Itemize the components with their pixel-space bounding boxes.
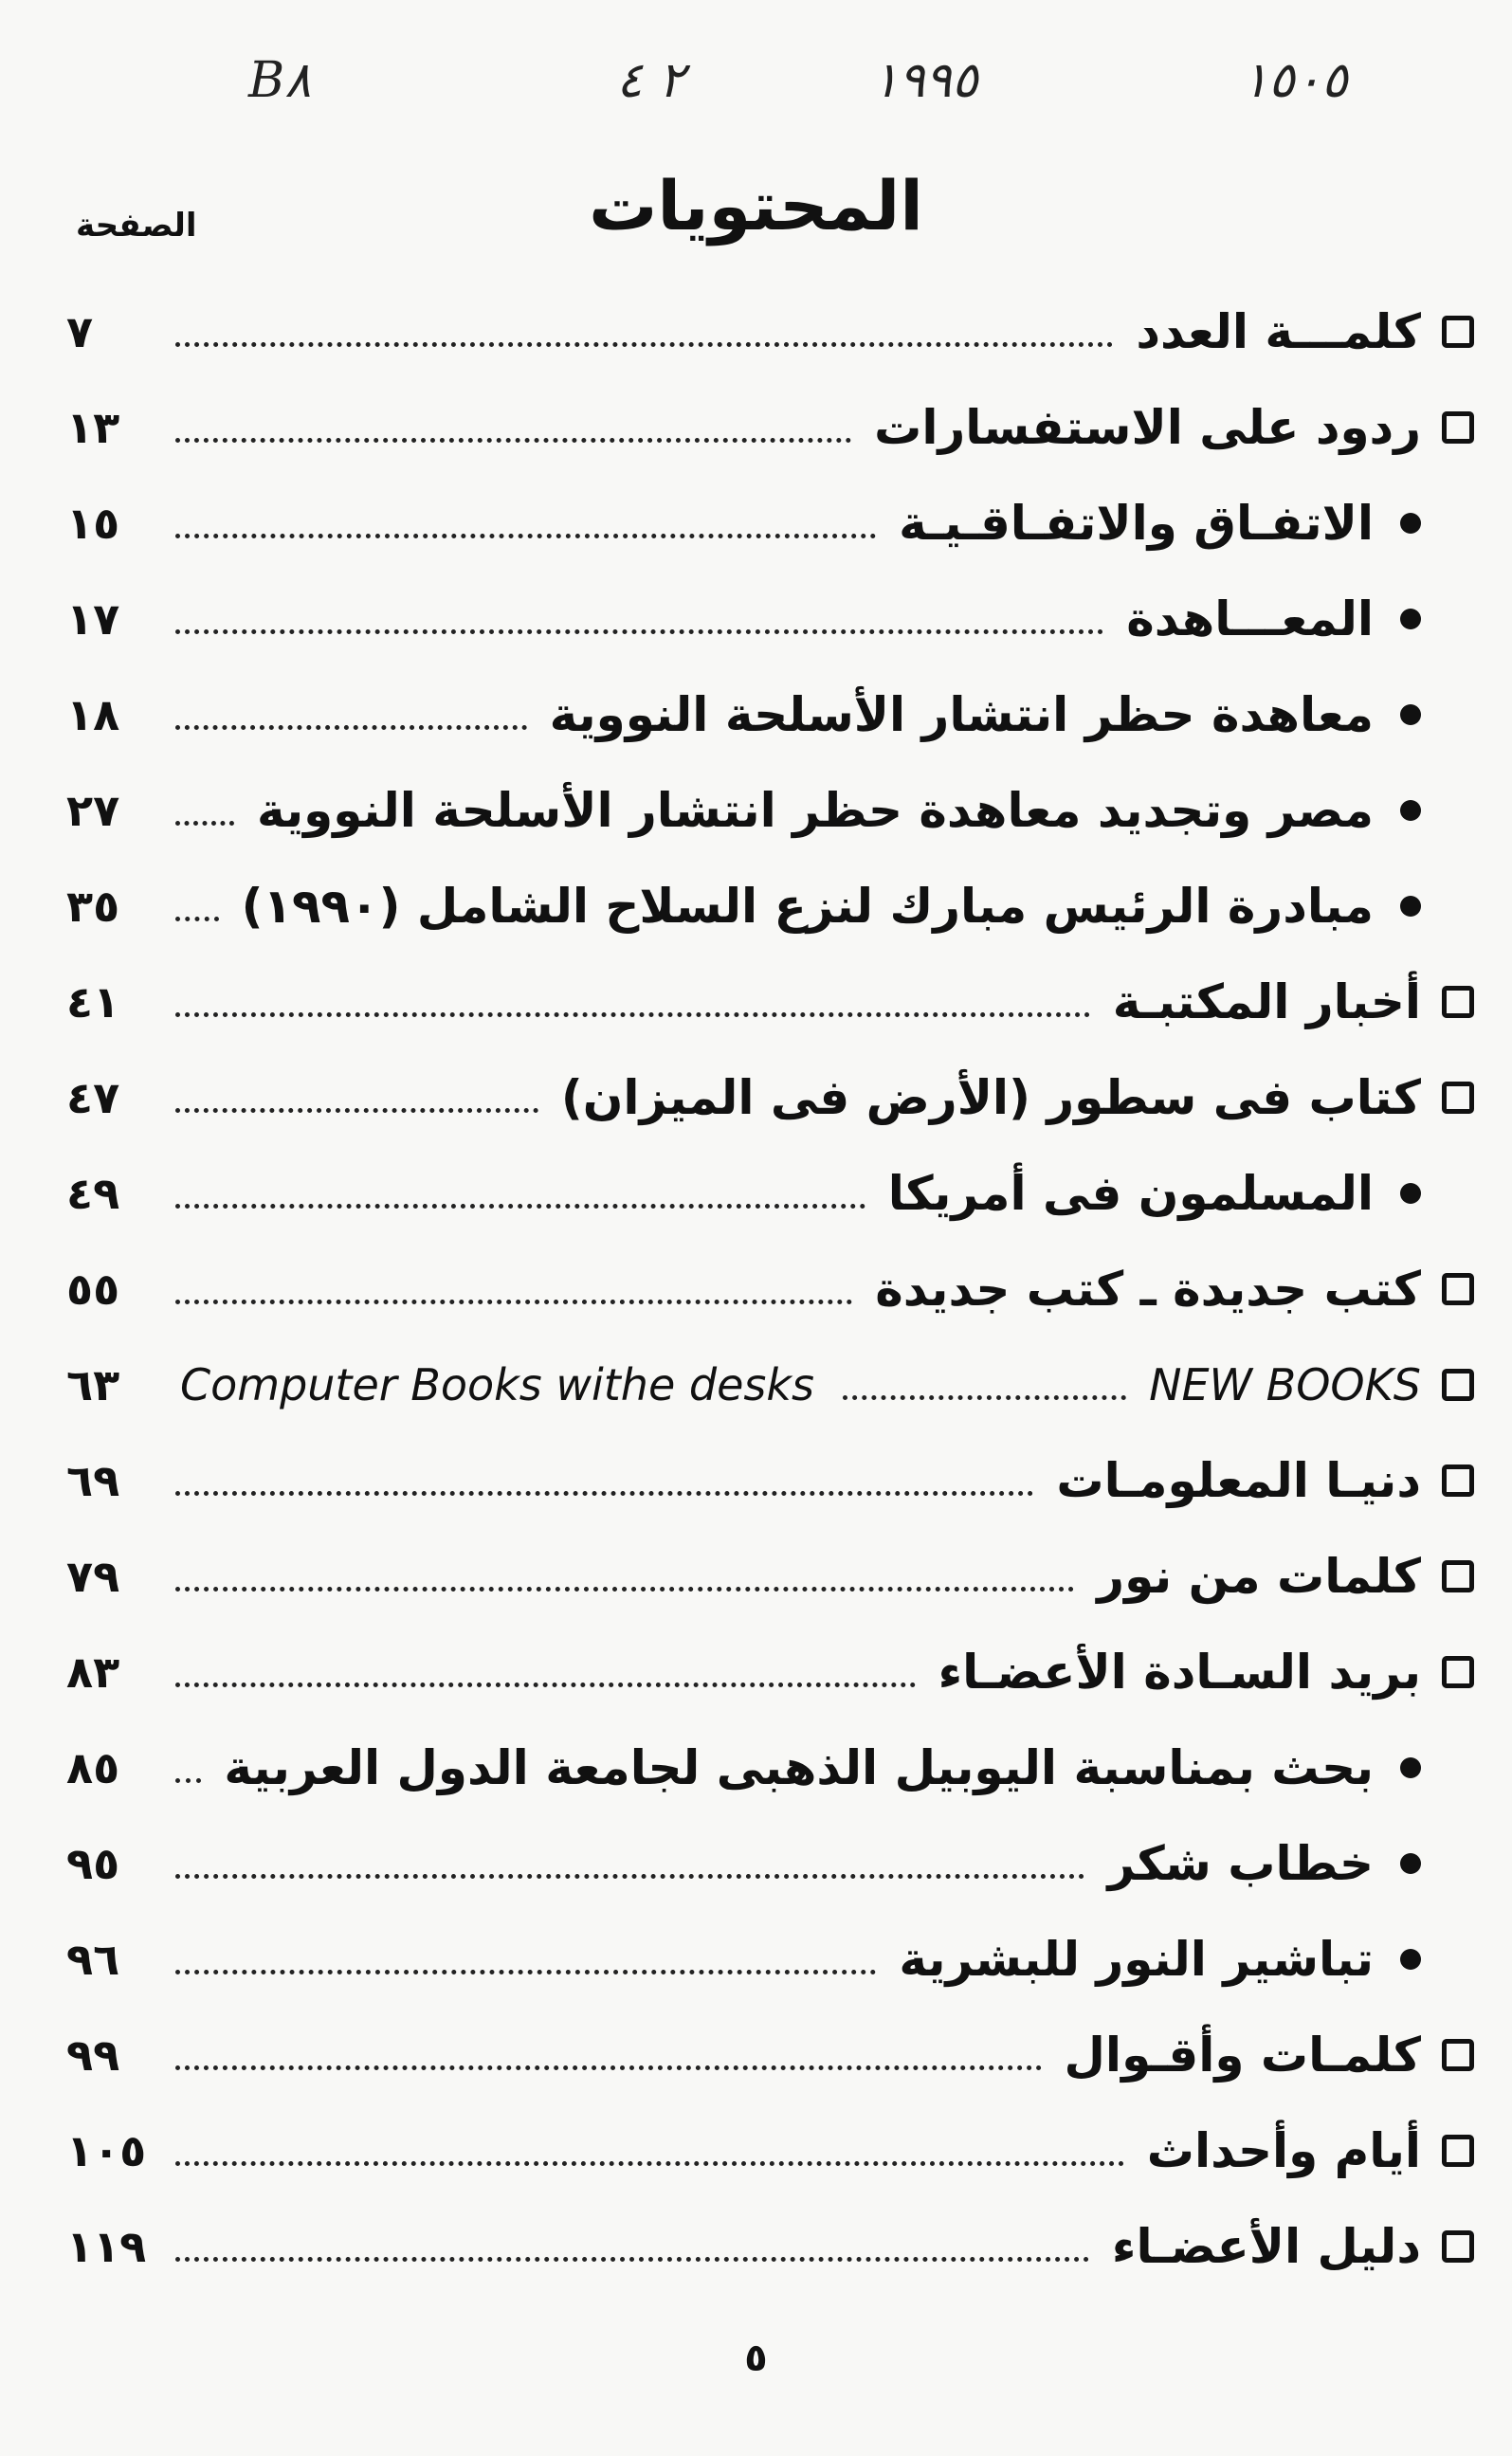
toc-entry — [66, 1151, 1474, 1236]
toc-entry-text: كلمـات وأقـوال — [1064, 2028, 1421, 2083]
toc-entry — [66, 1534, 1474, 1619]
dot-leader — [175, 917, 219, 921]
toc-entry-text: ردود على الاستفسارات — [874, 400, 1421, 455]
dot-leader — [175, 629, 1103, 634]
toc-entry — [66, 2108, 1474, 2193]
toc-entry — [66, 1342, 1474, 1428]
toc-entry-text: بريد السـادة الأعضـاء — [938, 1645, 1421, 1700]
toc-entry — [66, 576, 1474, 662]
toc-entry-text: دنيـا المعلومـات — [1056, 1453, 1421, 1508]
toc-page-number: ١٨ — [66, 689, 120, 740]
page-title: المحتويات — [589, 166, 923, 246]
toc-page-number: ٣٥ — [66, 881, 120, 932]
toc-entry-heading — [875, 1246, 1474, 1332]
toc-page-number: ٤٩ — [66, 1168, 120, 1219]
toc-entry-heading — [899, 481, 1427, 566]
checkbox-square-icon — [1442, 1273, 1474, 1305]
bullet-dot-icon — [1400, 1949, 1421, 1970]
toc-page-number: ٨٣ — [66, 1646, 120, 1698]
toc-entry-text: أخبار المكتبـة — [1112, 974, 1421, 1029]
dot-leader — [843, 1395, 1126, 1400]
toc-entry — [66, 1246, 1474, 1332]
toc-entry-heading — [938, 1629, 1474, 1715]
handwritten-note-1: B٨ — [248, 52, 312, 109]
dot-leader — [175, 1300, 852, 1304]
toc-entry-heading — [1126, 576, 1427, 662]
toc-entry-text: كتاب فى سطور (الأرض فى الميزان) — [560, 1070, 1421, 1125]
toc-entry — [66, 1821, 1474, 1906]
toc-page-number: ٩٩ — [66, 2029, 120, 2081]
toc-entry-heading — [899, 1917, 1427, 2002]
toc-entry — [66, 289, 1474, 374]
checkbox-square-icon — [1442, 316, 1474, 348]
toc-entry-heading — [1113, 959, 1474, 1045]
toc-entry — [66, 864, 1474, 949]
toc-entry-text: مصر وتجديد معاهدة حظر انتشار الأسلحة النووية — [257, 783, 1374, 838]
checkbox-square-icon — [1442, 411, 1474, 444]
toc-page-number: ٩٥ — [66, 1838, 120, 1889]
dot-leader — [175, 1108, 538, 1113]
bullet-dot-icon — [1400, 1183, 1421, 1204]
checkbox-square-icon — [1442, 1082, 1474, 1114]
bullet-dot-icon — [1400, 1853, 1421, 1874]
dot-leader — [175, 2065, 1042, 2070]
toc-page-number: ١٧ — [66, 593, 120, 645]
toc-entry-heading — [1112, 2204, 1474, 2289]
toc-page-number: ٥٥ — [66, 1264, 120, 1315]
toc-page-number: ١٣ — [66, 402, 120, 453]
dot-leader — [175, 1587, 1074, 1592]
bullet-dot-icon — [1400, 896, 1421, 917]
toc-entry — [66, 1725, 1474, 1810]
bullet-dot-icon — [1400, 513, 1421, 534]
toc-entry-text: كتب جديدة ـ كتب جديدة — [875, 1262, 1421, 1317]
toc-entry-heading — [224, 1725, 1427, 1810]
bullet-dot-icon — [1400, 800, 1421, 821]
checkbox-square-icon — [1442, 2135, 1474, 2167]
checkbox-square-icon — [1442, 2230, 1474, 2263]
toc-page-number: ٨٥ — [66, 1742, 120, 1793]
handwritten-note-3: ١٩٩٥ — [872, 52, 978, 109]
toc-entry-heading — [1097, 1534, 1474, 1619]
checkbox-square-icon — [1442, 1465, 1474, 1497]
checkbox-square-icon — [1442, 1369, 1474, 1401]
toc-entry — [66, 768, 1474, 853]
toc-entry-text: تباشير النور للبشرية — [899, 1932, 1374, 1987]
dot-leader — [175, 1778, 201, 1783]
toc-entry-heading — [257, 768, 1427, 853]
toc-entry-heading — [1136, 289, 1474, 374]
dot-leader — [175, 2161, 1124, 2166]
toc-entry-heading — [888, 1151, 1427, 1236]
dot-leader — [175, 1204, 865, 1209]
dot-leader — [175, 342, 1113, 347]
checkbox-square-icon — [1442, 986, 1474, 1018]
toc-page-number: ١٥ — [66, 498, 120, 549]
toc-page-number: ٦٣ — [66, 1359, 120, 1410]
toc-entry-text: خطاب شكر — [1107, 1836, 1374, 1891]
toc-entry — [66, 1917, 1474, 2002]
checkbox-square-icon — [1442, 1560, 1474, 1592]
toc-entry — [66, 481, 1474, 566]
footer-page-number: ٥ — [744, 2337, 768, 2380]
dot-leader — [175, 821, 234, 826]
toc-entry-text: المسلمون فى أمريكا — [887, 1166, 1374, 1221]
toc-page-number: ٤١ — [66, 976, 120, 1028]
toc-entry-text: NEW BOOKS — [1149, 1359, 1421, 1410]
toc-page-number: ٧ — [66, 306, 94, 357]
toc-entry-text: المعـــاهدة — [1126, 591, 1374, 646]
toc-entry-heading — [561, 1055, 1474, 1140]
toc-page-number: ١٠٥ — [66, 2125, 147, 2176]
dot-leader — [175, 438, 851, 443]
handwritten-note-2: ٢ ٤ — [616, 52, 685, 109]
dot-leader — [175, 1012, 1090, 1017]
toc-entry — [66, 1629, 1474, 1715]
dot-leader — [175, 1874, 1084, 1879]
toc-entry — [66, 2204, 1474, 2289]
toc-page-number: ٩٦ — [66, 1934, 120, 1985]
page-column-header: الصفحة — [76, 207, 197, 245]
checkbox-square-icon — [1442, 1656, 1474, 1688]
toc-entry-heading — [1107, 1821, 1427, 1906]
dot-leader — [175, 1491, 1033, 1496]
toc-page-number: ٧٩ — [66, 1551, 120, 1602]
toc-entry-text: معاهدة حظر انتشار الأسلحة النووية — [549, 687, 1374, 742]
toc-entry-text: كلمات من نور — [1097, 1549, 1421, 1604]
dot-leader — [175, 1970, 876, 1974]
toc-entry-heading — [1149, 1342, 1474, 1428]
dot-leader — [175, 534, 876, 538]
toc-entry-text: كلمـــة العدد — [1136, 304, 1421, 359]
toc-page-number: ٦٩ — [66, 1455, 120, 1506]
toc-page-number: ١١٩ — [66, 2221, 147, 2272]
toc-entry-heading — [1147, 2108, 1474, 2193]
dot-leader — [175, 725, 527, 730]
toc-entry — [66, 385, 1474, 470]
toc-entry-text: أيام وأحداث — [1146, 2123, 1421, 2178]
toc-entry-heading — [1065, 2012, 1474, 2098]
toc-page-number: ٢٧ — [66, 785, 120, 836]
toc-entry — [66, 1055, 1474, 1140]
toc-entry-heading — [242, 864, 1427, 949]
bullet-dot-icon — [1400, 704, 1421, 725]
bullet-dot-icon — [1400, 609, 1421, 629]
dot-leader — [175, 1683, 916, 1687]
dot-leader — [175, 2257, 1089, 2262]
toc-entry — [66, 672, 1474, 757]
toc-entry-text: مبادرة الرئيس مبارك لنزع السلاح الشامل (١٩٩٠) — [241, 879, 1374, 934]
toc-entry — [66, 2012, 1474, 2098]
toc-entry-heading — [550, 672, 1427, 757]
toc-entry-heading — [874, 385, 1474, 470]
toc-entry — [66, 959, 1474, 1045]
toc-entry — [66, 1438, 1474, 1523]
toc-page-number: ٤٧ — [66, 1072, 120, 1123]
toc-entry-text: الاتفـاق والاتفـاقـيـة — [899, 496, 1374, 551]
handwritten-note-4: ١٥٠٥ — [1242, 52, 1348, 109]
toc-entry-text: دليل الأعضـاء — [1111, 2219, 1421, 2274]
bullet-dot-icon — [1400, 1757, 1421, 1778]
toc-entry-heading — [1056, 1438, 1474, 1523]
checkbox-square-icon — [1442, 2039, 1474, 2071]
toc-entry-subtitle: Computer Books withe desks — [180, 1359, 814, 1410]
toc-entry-text: بحث بمناسبة اليوبيل الذهبى لجامعة الدول العربية — [224, 1740, 1374, 1795]
